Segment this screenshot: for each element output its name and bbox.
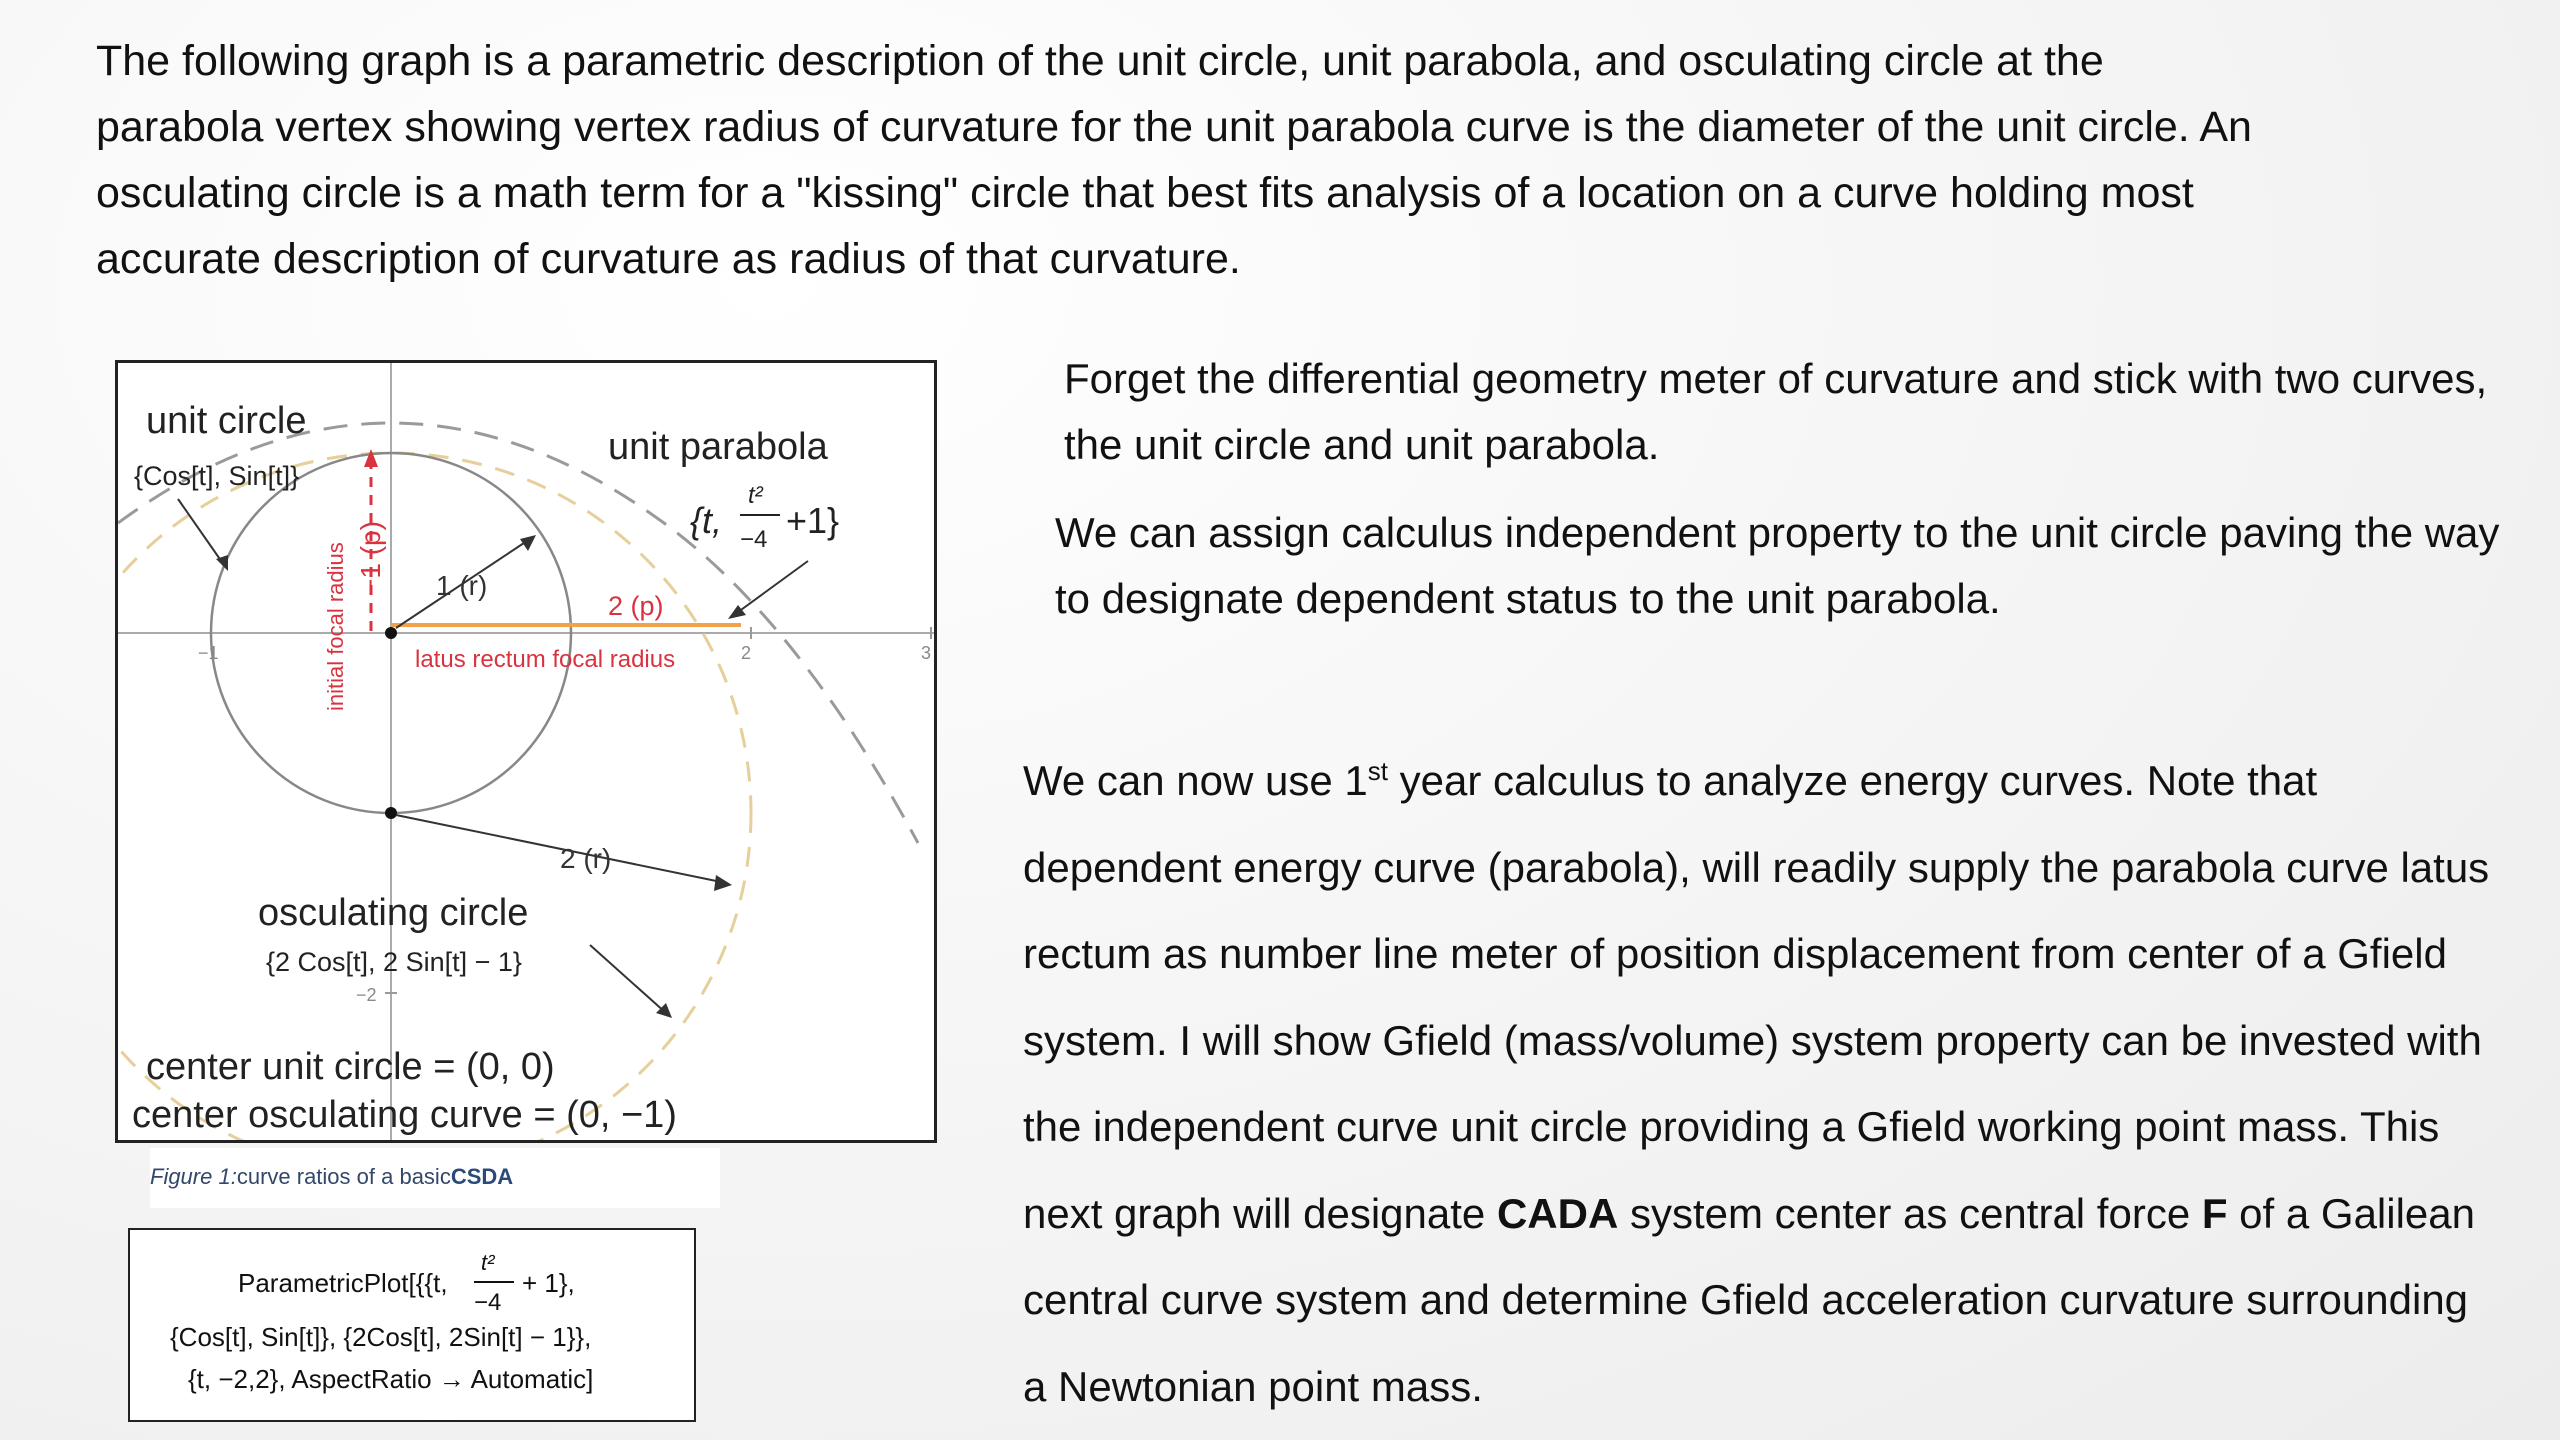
code-line-1-prefix: ParametricPlot[{{t, (238, 1268, 448, 1298)
osculating-circle-param: {2 Cos[t], 2 Sin[t] − 1} (266, 947, 522, 977)
parabola-param-den: −4 (740, 526, 768, 553)
curve-figure (115, 360, 937, 1143)
unit-parabola-label: unit parabola (608, 426, 828, 468)
parabola-param-prefix: {t, (690, 500, 723, 541)
initial-focal-radius-label: initial focal radius (323, 542, 348, 711)
two-p-label: 2 (p) (608, 591, 664, 621)
radius-2-arrowhead (714, 875, 732, 891)
p3-part-c: system center as central force (1618, 1189, 2202, 1237)
code-line-2: {Cos[t], Sin[t]}, {2Cos[t], 2Sin[t] − 1}}, (170, 1322, 592, 1352)
p3-part-d: of a Galilean central curve system and determine Gfield acceleration curvature surrounding a Newtonian point mass. (1023, 1189, 2476, 1410)
two-r-label: 2 (r) (560, 843, 612, 874)
intro-line-2: parabola vertex showing vertex radius of curvature for the unit parabola curve is the diameter of the unit circle. An (96, 103, 2252, 151)
one-r-label: 1 (r) (436, 570, 488, 601)
code-render (130, 1230, 694, 1420)
unit-circle-center (385, 627, 397, 639)
unit-circle-label: unit circle (146, 400, 307, 442)
parabola-param-num: t² (748, 482, 763, 509)
center-osculating-curve-text: center osculating curve = (0, −1) (132, 1094, 677, 1136)
unit-circle-pointer (178, 499, 224, 565)
p3-bold-cada: CADA (1496, 1189, 1619, 1237)
right-paragraph-1: Forget the differential geometry meter of curvature and stick with two curves, the unit circle and unit parabola. (1064, 355, 2488, 468)
osculating-circle-curve (118, 453, 751, 1140)
parabola-param-suffix: +1} (786, 500, 840, 541)
p3-superscript: st (1367, 756, 1388, 786)
tick-label-3: 3 (921, 643, 932, 663)
code-line-1-suffix: + 1}, (522, 1268, 575, 1298)
osculating-center (385, 807, 397, 819)
unit-circle-param: {Cos[t], Sin[t]} (134, 461, 300, 491)
tick-label-2: 2 (741, 643, 752, 663)
osculating-pointer (590, 945, 666, 1013)
code-line-1-den: −4 (474, 1289, 502, 1316)
parametric-plot-code (128, 1228, 696, 1422)
intro-line-4: accurate description of curvature as radius of that curvature. (96, 235, 1241, 283)
code-line-1-num: t² (481, 1250, 495, 1275)
caption-bold: CSDA (450, 1164, 514, 1189)
code-line-3: {t, −2,2}, AspectRatio → Automatic] (188, 1364, 594, 1394)
caption-text: curve ratios of a basic (236, 1164, 451, 1189)
tick-label-minus1: −1 (198, 643, 219, 663)
tick-label-minus2: −2 (356, 985, 377, 1005)
p3-part-b: year calculus to analyze energy curves. Note that dependent energy curve (parabola), will readily supply the parabola curve latus rectum as number line meter of position displacement from center of a Gfield system. I will show Gfield (mass/volume) system property can be invested with the independent curve unit circle providing a Gfield working point mass. This next graph will designate (1023, 757, 2490, 1237)
curve-diagram (118, 363, 934, 1140)
parabola-pointer (734, 561, 808, 615)
figure-caption (150, 1148, 720, 1208)
caption-figure-number: Figure 1: (150, 1164, 237, 1189)
intro-line-3: osculating circle is a math term for a "kissing" circle that best fits analysis of a location on a curve holding most (96, 169, 2194, 217)
minus-one-p-label: −1 (p) (355, 521, 386, 595)
intro-paragraph (96, 28, 2476, 292)
focal-radius-arrowhead (364, 449, 378, 467)
center-unit-circle-text: center unit circle = (0, 0) (146, 1046, 555, 1088)
osculating-circle-label: osculating circle (258, 892, 529, 934)
p3-part-a: We can now use 1 (1023, 757, 1368, 804)
latus-rectum-label: latus rectum focal radius (415, 646, 676, 673)
right-paragraph-3 (1023, 738, 2503, 1430)
intro-line-1: The following graph is a parametric description of the unit circle, unit parabola, and osculating circle at the (96, 37, 2104, 85)
p3-bold-f: F (2201, 1189, 2228, 1237)
right-paragraph-2: We can assign calculus independent property to the unit circle paving the way to designate dependent status to the unit parabola. (1055, 509, 2500, 622)
